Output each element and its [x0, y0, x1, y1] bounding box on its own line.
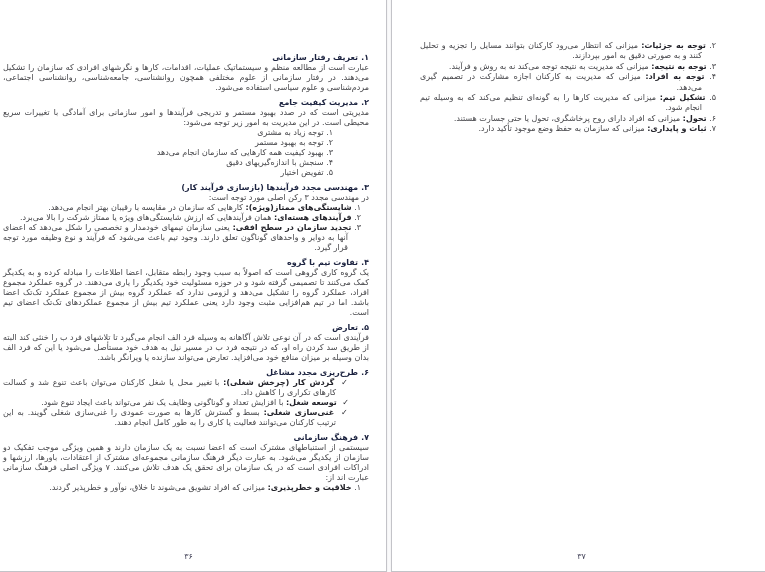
section-heading: [3, 323, 369, 333]
list-item: [3, 148, 333, 158]
section-paragraph: در مهندسی مجدد ۳ رکن اصلی مورد توجه است:: [208, 193, 369, 202]
section-number: ۳.: [361, 183, 369, 192]
list-item: [420, 124, 716, 134]
check-icon: ✓: [341, 378, 350, 387]
list-item-text: میزانی که انتظار می‌رود کارکنان بتوانند مسایل را تجزیه و تحلیل کنند و به صورتی دقیق به امور بپردازند.: [420, 41, 702, 61]
section-total-quality-management: [3, 98, 369, 178]
list-item-label: فرآیندهای هسته‌ای:: [274, 213, 352, 222]
list-item-text: میزانی که مدیریت کارها را به گونه‌ای تنظیم می‌کند که به وسیله تیم انجام شود.: [420, 93, 702, 113]
section-paragraph: سیستمی از استنباطهای مشترک است که اعضا نسبت به یک سازمان دارند و همین ویژگی موجب تفکیک دو سازمان از یکدیگر می‌شود. به عبارت دیگر فرهنگ سازمانی مجموعه‌ای مشترک از اعتقادات، باورها، ارزشها و ادراکات افرادی است که در یک سازمان برای تحقق یک هدف تلاش می‌کنند. ۷ ویژگی اصلی فرهنگ سازمانی عبارت اند از:: [3, 443, 369, 482]
numbered-list: [3, 203, 361, 253]
check-list-item: [3, 378, 349, 398]
document-page-right: [391, 0, 765, 572]
list-item: [420, 62, 716, 72]
list-item: [3, 203, 361, 213]
list-item: [3, 483, 361, 493]
list-item-number: ۳.: [709, 61, 716, 71]
list-item-text: با تغییر محل یا شغل کارکنان می‌توان باعث تنوع شد و کسالت کارهای تکراری را کاهش داد.: [3, 378, 336, 397]
page-number-left: ۳۶: [184, 552, 193, 561]
list-item: [420, 93, 716, 114]
right-page-content: [420, 41, 716, 135]
list-item-number: ۲.: [326, 138, 333, 147]
check-list-item: [3, 408, 349, 428]
list-item-number: ۲.: [354, 213, 361, 222]
section-heading: [3, 183, 369, 193]
list-item-label: خلاقیت و خطرپذیری:: [267, 483, 352, 492]
section-heading: [3, 433, 369, 443]
list-item: [3, 213, 361, 223]
list-item-text: با افزایش تعداد و گوناگونی وظایف یک نفر می‌تواند باعث ایجاد تنوع شود.: [41, 398, 284, 407]
list-item-label: تحول:: [682, 113, 707, 123]
numbered-list: [3, 128, 333, 178]
list-item-label: توجه به نتیجه:: [651, 61, 707, 71]
list-item-label: ثبات و پایداری:: [647, 124, 707, 134]
list-item: [3, 158, 333, 168]
section-heading: [3, 258, 369, 268]
list-item-number: ۳.: [354, 223, 362, 232]
list-item-text: میزانی که سازمان به حفظ وضع موجود تأکید دارد.: [478, 124, 645, 134]
page-number-right: ۳۷: [577, 552, 586, 561]
section-title: فرهنگ سازمانی: [293, 433, 359, 442]
list-item-text: یعنی سازمان تیمهای خودمدار و تخصصی را شکل می‌دهد که اعضای آنها به دوایر و واحدهای گوناگون تعلق دارند. وجود تیم باعث می‌شود که فرآیند و نوع وظیفه مورد توجه قرار گیرد.: [3, 223, 348, 252]
list-item-text: توجه به بهبود مستمر: [254, 138, 324, 147]
list-item-number: ۴.: [326, 158, 333, 167]
list-item-text: تفویض اختیار: [280, 168, 324, 177]
list-item: [3, 168, 333, 178]
section-heading: [3, 368, 369, 378]
list-item-number: ۴.: [709, 72, 717, 82]
check-list-item: [3, 398, 349, 408]
section-organizational-culture: [3, 433, 369, 493]
list-item-number: ۱.: [354, 203, 361, 212]
section-title: مدیریت کیفیت جامع: [278, 98, 359, 107]
list-item: [3, 138, 333, 148]
section-conflict: [3, 323, 369, 363]
list-item-label: توجه به جزئیات:: [641, 41, 706, 50]
section-job-redesign: [3, 368, 369, 428]
list-item-text: توجه زیاد به مشتری: [257, 128, 324, 137]
section-number: ۷.: [361, 433, 369, 442]
list-item: [3, 223, 361, 253]
list-item-text: بسط و گسترش کارها به صورت عمودی را غنی‌سازی شغلی گویند. به این ترتیب کارکنان می‌توانند فعالیت یا کاری را به طور کامل انجام دهند.: [3, 408, 336, 427]
list-item-label: غنی‌سازی شغلی:: [263, 408, 335, 417]
section-heading: [3, 53, 369, 63]
section-paragraph: یک گروه کاری گروهی است که اصولاً به سبب وجود رابطه متقابل، اعضا اطلاعات را مبادله کرده و به یکدیگر کمک می‌کنند تا تصمیمی گرفته شود و در حوزه مسئولیت خود یکدیگر را یاری می‌دهند. در گروه عملکرد مجموع افراد، عملکرد گروه را تشکیل می‌دهد و لزومی ندارد که عملکرد گروه بیش از مجموع عملکرد تک‌تک اعضا باشد. اما در تیم هم‌افزایی مثبت وجود دارد یعنی عملکرد تیم بیش از مجموع عملکردهای تک‌تک اعضای تیم است.: [3, 268, 369, 317]
section-title: مهندسی مجدد فرآیندها (بازسازی فرآیند کار): [181, 183, 359, 192]
list-item-text: همان فرآیندهایی که ارزش شایستگی‌های ویژه یا ممتاز شرکت را بالا می‌برد.: [19, 213, 272, 222]
list-item-label: توجه به افراد:: [645, 72, 705, 82]
list-item-label: شایستگی‌های ممتاز(ویژه):: [245, 203, 352, 212]
list-item-text: بهبود کیفیت همه کارهایی که سازمان انجام می‌دهد: [156, 148, 324, 157]
section-number: ۵.: [361, 323, 369, 332]
list-item-number: ۲.: [709, 41, 716, 50]
list-item-text: سنجش با اندازه‌گیریهای دقیق: [226, 158, 324, 167]
list-item-number: ۶.: [709, 113, 716, 123]
list-item-label: تشکیل تیم:: [659, 93, 706, 103]
list-item-label: گردش کار (چرخش شغلی):: [223, 378, 335, 387]
check-icon: ✓: [342, 398, 349, 407]
section-organizational-behavior: [3, 53, 369, 93]
check-list: [3, 378, 349, 428]
list-item: [420, 41, 716, 62]
section-title: طرح‌ریزی مجدد مشاغل: [266, 368, 359, 377]
section-paragraph: عبارت است از مطالعه منظم و سیستماتیک عملیات، اقدامات، کارها و نگرشهای افرادی که سازمان را تشکیل می‌دهند. در رفتار سازمانی از علوم مختلفی همچون روانشناسی، جامعه‌شناسی، روانشناسی اجتماعی، مردم‌شناسی و علوم سیاسی استفاده می‌شود.: [3, 63, 369, 92]
section-paragraph: مدیریتی است که در صدد بهبود مستمر و تدریجی فرآیندها و امور سازمانی برای آمادگی با تغییرات سریع محیطی است. در این مدیریت به امور زیر توجه می‌شود:: [3, 108, 369, 127]
section-team-vs-group: [3, 258, 369, 318]
section-number: ۶.: [361, 368, 369, 377]
check-icon: ✓: [341, 408, 350, 417]
list-item-number: ۷.: [709, 124, 716, 134]
numbered-list: [3, 483, 361, 493]
list-item-text: میزانی که افراد تشویق می‌شوند تا خلاق، نوآور و خطرپذیر گردند.: [49, 483, 266, 492]
section-title: تعارض: [332, 323, 359, 332]
list-item-number: ۱.: [326, 128, 333, 137]
list-item-number: ۵.: [326, 168, 333, 177]
left-page-content: [3, 53, 369, 498]
list-item: [420, 72, 716, 93]
section-number: ۴.: [361, 258, 369, 267]
list-item-text: میزانی که مدیریت به نتیجه توجه می‌کند نه به روش و فرآیند.: [448, 61, 649, 71]
list-item-text: میزانی که مدیریت به کارکنان اجازه مشارکت در تصمیم گیری می‌دهد.: [420, 72, 702, 92]
list-item-text: میزانی که افراد دارای روح پرخاشگری، تحول یا حتی جسارت هستند.: [453, 113, 681, 123]
list-item-number: ۱.: [354, 483, 361, 492]
section-paragraph: فرآیندی است که در آن نوعی تلاش آگاهانه به وسیله فرد الف انجام می‌گیرد تا تلاشهای فرد ب را خنثی کند البته از طریق سد کردن راه او، که در نتیجه فرد ب در مسیر نیل به هدف خود مستأصل می‌شود یا این که فرد الف بدان وسیله بر میزان منافع خود می‌افزاید. تعارض می‌تواند سازنده یا ویرانگر باشد.: [3, 333, 369, 362]
list-item-label: توسعه شغل:: [285, 398, 337, 407]
list-item-text: کارهایی که سازمان در مقایسه با رقیبان بهتر انجام می‌دهد.: [48, 203, 243, 212]
section-title: تعریف رفتار سازمانی: [272, 53, 359, 62]
list-item: [420, 114, 716, 124]
list-item: [3, 128, 333, 138]
list-item-label: تجدید سازمان در سطح افقی:: [232, 223, 352, 232]
section-title: تفاوت تیم با گروه: [287, 258, 359, 267]
section-number: ۱.: [361, 53, 369, 62]
section-heading: [3, 98, 369, 108]
section-number: ۲.: [361, 98, 369, 107]
list-item-number: ۳.: [326, 148, 333, 157]
section-process-reengineering: [3, 183, 369, 253]
list-item-number: ۵.: [709, 93, 717, 103]
